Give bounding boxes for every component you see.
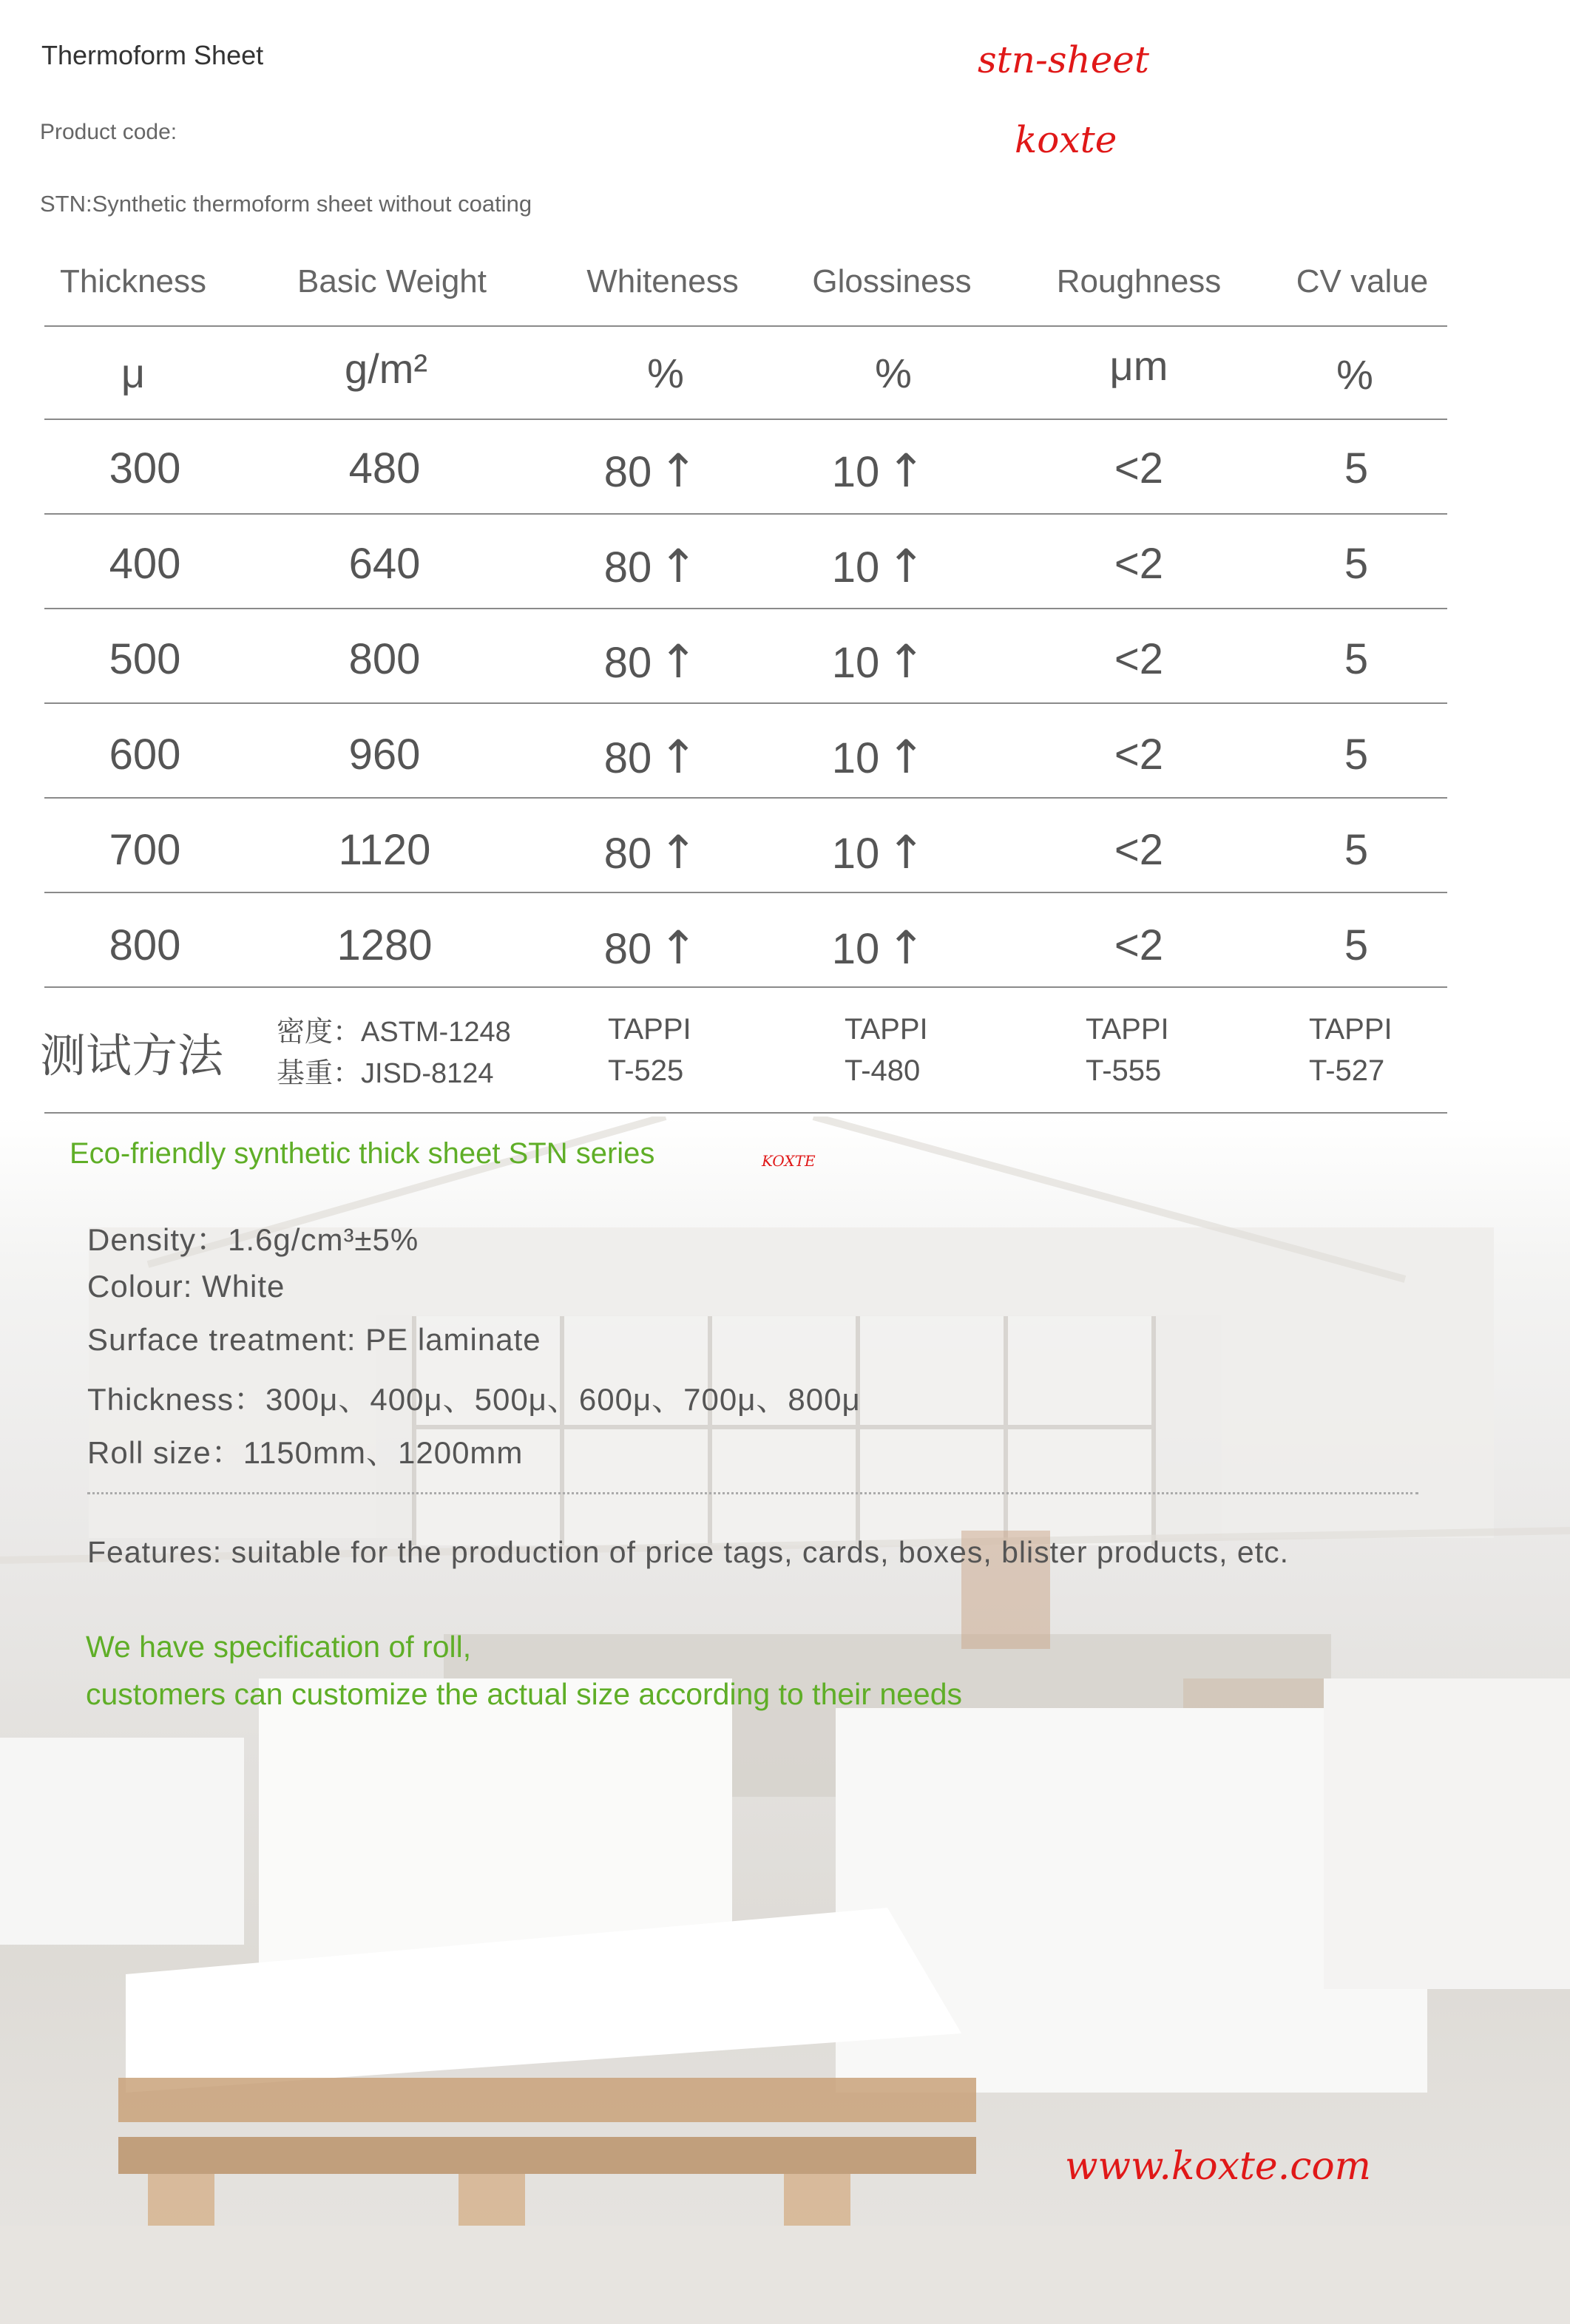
up-arrow-icon: ↑ — [887, 539, 926, 593]
cell-value: 10 — [831, 543, 880, 592]
cell-cv-value — [1245, 444, 1467, 493]
up-arrow-icon: ↑ — [887, 444, 926, 498]
test-method-roughness — [1086, 1009, 1169, 1091]
table-rule — [44, 702, 1447, 704]
method-line: TAPPI — [608, 1013, 691, 1046]
cell-value: 10 — [831, 448, 880, 496]
cell-glossiness — [768, 825, 989, 879]
cell-value: 5 — [1344, 540, 1369, 588]
up-arrow-icon: ↑ — [887, 634, 926, 688]
table-rule — [44, 1112, 1447, 1114]
cell-basic-weight — [274, 730, 495, 779]
cell-value: 5 — [1344, 826, 1369, 874]
cell-value: 5 — [1344, 444, 1369, 492]
header-glossiness: Glossiness — [812, 263, 972, 299]
cell-whiteness — [540, 730, 762, 784]
up-arrow-icon: ↑ — [887, 730, 926, 784]
test-method-glossiness — [845, 1009, 928, 1091]
cell-basic-weight — [274, 921, 495, 970]
cell-roughness — [1028, 539, 1250, 589]
cell-value: 1280 — [336, 921, 433, 969]
cell-value: 5 — [1344, 731, 1369, 779]
table-rule — [44, 325, 1447, 327]
cell-cv-value — [1245, 825, 1467, 875]
cell-roughness — [1028, 730, 1250, 779]
cell-value: 5 — [1344, 921, 1369, 969]
cell-whiteness — [540, 634, 762, 688]
table-rule — [44, 892, 1447, 893]
cell-value: 80 — [603, 543, 652, 592]
roll-note-line1: We have specification of roll, — [86, 1630, 472, 1664]
cell-whiteness — [540, 825, 762, 879]
brand-stn-sheet: stn-sheet — [978, 38, 1149, 81]
cell-basic-weight — [274, 444, 495, 493]
method-line: TAPPI — [1086, 1013, 1169, 1046]
cell-glossiness — [768, 634, 989, 688]
header-thickness: Thickness — [59, 263, 207, 299]
cell-value: <2 — [1114, 731, 1164, 779]
cell-whiteness — [540, 444, 762, 498]
cell-basic-weight — [274, 825, 495, 875]
method-line: T-480 — [845, 1054, 921, 1087]
weight-method: 基重：JISD-8124 — [277, 1058, 494, 1089]
cell-value: 5 — [1344, 635, 1369, 683]
cell-value: <2 — [1114, 444, 1164, 492]
page-title: Thermoform Sheet — [41, 40, 264, 70]
up-arrow-icon: ↑ — [659, 921, 698, 975]
test-method-density — [277, 1012, 511, 1094]
unit-glossiness: % — [875, 350, 912, 396]
cell-value: 700 — [109, 826, 181, 874]
cell-value: <2 — [1114, 921, 1164, 969]
cell-value: 400 — [109, 540, 181, 588]
test-method-label: 测试方法 — [40, 1029, 224, 1083]
method-line: T-527 — [1309, 1054, 1385, 1087]
spec-thickness: Thickness：300μ、400μ、500μ、600μ、700μ、800μ — [87, 1382, 861, 1417]
header-basic-weight: Basic Weight — [297, 263, 487, 299]
cell-value: 500 — [109, 635, 181, 683]
table-rule — [44, 608, 1447, 609]
website-link[interactable]: www.koxte.com — [1065, 2144, 1371, 2189]
header-roughness: Roughness — [1056, 263, 1222, 299]
cell-value: 960 — [348, 731, 421, 779]
cell-basic-weight — [274, 539, 495, 589]
cell-value: 800 — [348, 635, 421, 683]
cell-thickness — [34, 444, 256, 493]
density-method: 密度：ASTM-1248 — [277, 1017, 511, 1048]
spec-roll-size: Roll size：1150mm、1200mm — [87, 1435, 524, 1470]
unit-cv-value: % — [1336, 351, 1373, 398]
cell-value: 600 — [109, 731, 181, 779]
cell-value: 10 — [831, 639, 880, 687]
cell-thickness — [34, 730, 256, 779]
header-cv-value: CV value — [1296, 263, 1429, 299]
cell-value: 480 — [348, 444, 421, 492]
cell-roughness — [1028, 444, 1250, 493]
cell-thickness — [34, 825, 256, 875]
cell-cv-value — [1245, 539, 1467, 589]
series-title: Eco-friendly synthetic thick sheet STN series — [70, 1137, 655, 1170]
cell-value: 80 — [603, 639, 652, 687]
method-line: TAPPI — [1309, 1013, 1393, 1046]
koxte-watermark: KOXTE — [762, 1152, 816, 1170]
cell-whiteness — [540, 539, 762, 593]
product-code-label: Product code: — [40, 120, 177, 144]
method-line: T-525 — [608, 1054, 684, 1087]
table-rule — [44, 419, 1447, 420]
up-arrow-icon: ↑ — [887, 921, 926, 975]
product-description: STN:Synthetic thermoform sheet without coating — [40, 191, 532, 217]
unit-thickness: μ — [121, 350, 146, 396]
cell-value: 10 — [831, 734, 880, 782]
cell-value: 10 — [831, 925, 880, 973]
cell-glossiness — [768, 730, 989, 784]
spec-density: Density：1.6g/cm³±5% — [87, 1222, 419, 1257]
up-arrow-icon: ↑ — [887, 825, 926, 879]
unit-basic-weight: g/m² — [345, 345, 427, 392]
header-whiteness: Whiteness — [586, 263, 739, 299]
up-arrow-icon: ↑ — [659, 634, 698, 688]
cell-value: 1120 — [338, 826, 431, 874]
cell-glossiness — [768, 444, 989, 498]
cell-cv-value — [1245, 730, 1467, 779]
cell-roughness — [1028, 634, 1250, 684]
cell-cv-value — [1245, 634, 1467, 684]
cell-roughness — [1028, 921, 1250, 970]
table-rule — [44, 797, 1447, 799]
cell-basic-weight — [274, 634, 495, 684]
cell-glossiness — [768, 921, 989, 975]
up-arrow-icon: ↑ — [659, 539, 698, 593]
brand-koxte: koxte — [1015, 118, 1117, 161]
cell-value: 80 — [603, 734, 652, 782]
cell-value: <2 — [1114, 826, 1164, 874]
cell-value: 80 — [603, 925, 652, 973]
table-rule — [44, 513, 1447, 515]
cell-thickness — [34, 634, 256, 684]
dotted-divider — [87, 1492, 1418, 1494]
spec-colour: Colour: White — [87, 1269, 285, 1304]
cell-whiteness — [540, 921, 762, 975]
test-method-cv — [1309, 1009, 1393, 1091]
method-line: T-555 — [1086, 1054, 1162, 1087]
cell-value: 80 — [603, 448, 652, 496]
method-line: TAPPI — [845, 1013, 928, 1046]
cell-value: 10 — [831, 830, 880, 878]
test-method-whiteness — [608, 1009, 691, 1091]
spec-surface: Surface treatment: PE laminate — [87, 1322, 541, 1357]
table-rule — [44, 986, 1447, 988]
cell-value: 300 — [109, 444, 181, 492]
roll-note-line2: customers can customize the actual size according to their needs — [86, 1677, 963, 1711]
up-arrow-icon: ↑ — [659, 825, 698, 879]
spec-features: Features: suitable for the production of price tags, cards, boxes, blister products, etc. — [87, 1535, 1289, 1569]
cell-value: 640 — [348, 540, 421, 588]
cell-value: <2 — [1114, 540, 1164, 588]
cell-value: <2 — [1114, 635, 1164, 683]
cell-value: 800 — [109, 921, 181, 969]
cell-glossiness — [768, 539, 989, 593]
up-arrow-icon: ↑ — [659, 730, 698, 784]
cell-thickness — [34, 921, 256, 970]
unit-whiteness: % — [647, 350, 684, 396]
unit-roughness: μm — [1109, 342, 1168, 389]
cell-value: 80 — [603, 830, 652, 878]
cell-roughness — [1028, 825, 1250, 875]
up-arrow-icon: ↑ — [659, 444, 698, 498]
cell-thickness — [34, 539, 256, 589]
cell-cv-value — [1245, 921, 1467, 970]
